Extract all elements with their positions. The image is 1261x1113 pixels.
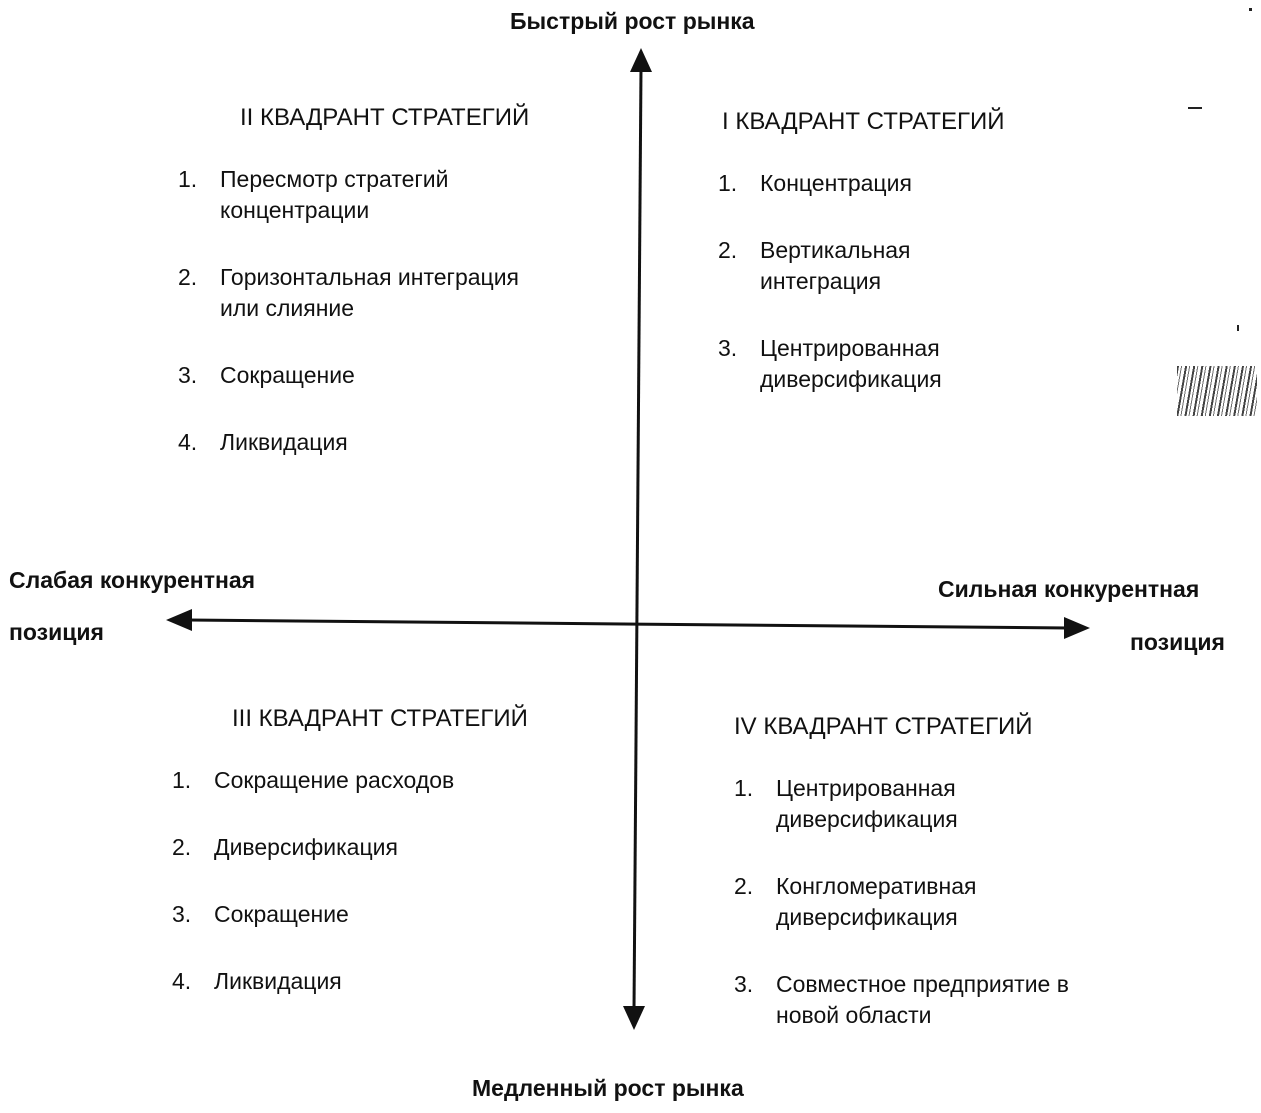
quadrant-4 bbox=[734, 713, 1134, 1031]
list-item bbox=[718, 235, 1118, 297]
item-number: 2. bbox=[718, 237, 738, 263]
quadrant-2-title: II КВАДРАНТ СТРАТЕГИЙ bbox=[240, 104, 530, 131]
item-text: Сокращение расходов bbox=[214, 767, 455, 793]
item-text: Сокращение bbox=[220, 362, 355, 388]
item-number: 4. bbox=[172, 968, 192, 994]
item-text: Центрированная диверсификация bbox=[776, 775, 958, 832]
quadrant-1-title: I КВАДРАНТ СТРАТЕГИЙ bbox=[722, 108, 1005, 135]
item-number: 1. bbox=[734, 775, 754, 801]
axis-label-left-line1: Слабая конкурентная bbox=[9, 567, 256, 593]
list-item bbox=[178, 262, 578, 324]
item-number: 2. bbox=[734, 873, 754, 899]
vertical-axis bbox=[634, 68, 641, 1010]
quadrant-1-list bbox=[718, 168, 1118, 395]
scan-noise bbox=[1177, 366, 1257, 416]
list-item bbox=[718, 333, 1118, 395]
list-item bbox=[178, 360, 578, 391]
quadrant-2 bbox=[178, 104, 578, 458]
list-item bbox=[172, 765, 572, 796]
list-item bbox=[734, 871, 1134, 933]
quadrant-4-title: IV КВАДРАНТ СТРАТЕГИЙ bbox=[734, 713, 1033, 740]
item-number: 1. bbox=[172, 767, 192, 793]
arrow-left-icon bbox=[166, 609, 192, 631]
item-number: 3. bbox=[172, 901, 192, 927]
scan-speck bbox=[1237, 325, 1239, 331]
item-number: 2. bbox=[172, 834, 192, 860]
list-item bbox=[172, 832, 572, 863]
quadrant-3-list bbox=[172, 765, 572, 997]
quadrant-4-list bbox=[734, 773, 1134, 1031]
arrow-right-icon bbox=[1064, 617, 1090, 639]
axis-label-right-line1: Сильная конкурентная bbox=[938, 576, 1200, 602]
scan-speck bbox=[1249, 8, 1252, 11]
arrow-down-icon bbox=[623, 1006, 645, 1030]
list-item bbox=[734, 773, 1134, 835]
item-number: 2. bbox=[178, 264, 198, 290]
item-text: Ликвидация bbox=[214, 968, 342, 994]
quadrant-3 bbox=[172, 705, 572, 997]
item-number: 1. bbox=[178, 166, 198, 192]
axis-label-right-line2: позиция bbox=[1130, 629, 1225, 655]
arrow-up-icon bbox=[630, 48, 652, 72]
item-text: Пересмотр стратегий концентрации bbox=[220, 166, 449, 223]
list-item bbox=[172, 966, 572, 997]
item-text: Горизонтальная интеграция или слияние bbox=[220, 264, 519, 321]
list-item bbox=[178, 164, 578, 226]
item-number: 4. bbox=[178, 429, 198, 455]
quadrant-2-list bbox=[178, 164, 578, 458]
axis-label-top: Быстрый рост рынка bbox=[510, 8, 755, 34]
item-text: Диверсификация bbox=[214, 834, 398, 860]
scan-speck bbox=[1188, 107, 1202, 109]
axis-label-bottom: Медленный рост рынка bbox=[472, 1075, 744, 1101]
quadrant-1 bbox=[718, 108, 1118, 395]
item-number: 3. bbox=[178, 362, 198, 388]
item-text: Вертикальная интеграция bbox=[760, 237, 911, 294]
quadrant-3-title: III КВАДРАНТ СТРАТЕГИЙ bbox=[232, 705, 528, 732]
item-text: Концентрация bbox=[760, 170, 912, 196]
item-text: Ликвидация bbox=[220, 429, 348, 455]
list-item bbox=[172, 899, 572, 930]
axis-label-left-line2: позиция bbox=[9, 619, 104, 645]
item-number: 1. bbox=[718, 170, 738, 196]
list-item bbox=[734, 969, 1134, 1031]
item-number: 3. bbox=[734, 971, 754, 997]
list-item bbox=[178, 427, 578, 458]
item-text: Центрированная диверсификация bbox=[760, 335, 942, 392]
item-text: Конгломеративная диверсификация bbox=[776, 873, 977, 930]
item-text: Совместное предприятие в новой области bbox=[776, 971, 1069, 1028]
item-text: Сокращение bbox=[214, 901, 349, 927]
list-item bbox=[718, 168, 1118, 199]
horizontal-axis bbox=[188, 620, 1068, 628]
item-number: 3. bbox=[718, 335, 738, 361]
